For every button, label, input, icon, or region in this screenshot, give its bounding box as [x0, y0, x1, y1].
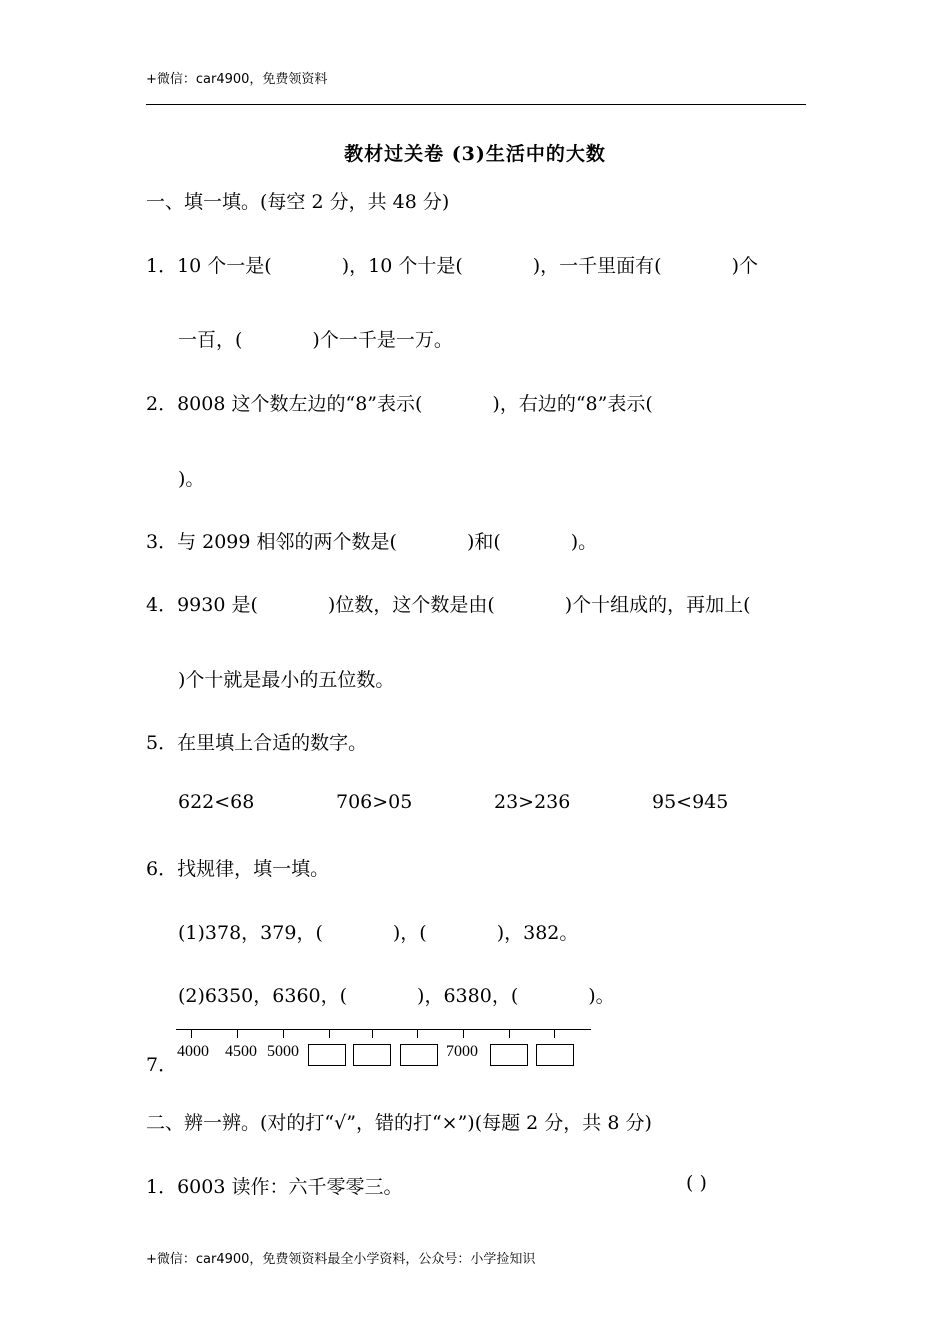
- number-line-label: 4000: [177, 1043, 209, 1060]
- q5-item: 706>05: [336, 791, 413, 813]
- number-line-label: 4500: [225, 1043, 257, 1060]
- number-line-tick: [329, 1029, 330, 1038]
- q5-item: 23>236: [494, 791, 571, 813]
- number-line-tick: [191, 1029, 192, 1038]
- answer-box[interactable]: [353, 1044, 391, 1066]
- number-line-tick: [463, 1029, 464, 1038]
- q5-item: 95<945: [652, 791, 729, 813]
- number-line-tick: [554, 1029, 555, 1038]
- s2-q1-text: 1．6003 读作：六千零零三。: [146, 1176, 403, 1198]
- page-title: 教材过关卷 (3)生活中的大数: [344, 143, 606, 165]
- q5-item: 622<68: [178, 791, 255, 813]
- q6-sub1: (1)378，379，( )，( )，382。: [178, 922, 579, 944]
- q1-line2: 一百，( )个一千是一万。: [178, 329, 453, 351]
- number-line-tick: [237, 1029, 238, 1038]
- q3-line: 3．与 2099 相邻的两个数是( )和( )。: [146, 531, 598, 553]
- answer-box[interactable]: [490, 1044, 528, 1066]
- q4-line2: )个十就是最小的五位数。: [178, 669, 395, 691]
- number-line-tick: [283, 1029, 284, 1038]
- answer-box[interactable]: [400, 1044, 438, 1066]
- header-note: +微信：car4900，免费领资料: [146, 72, 328, 87]
- s2-q1-answer-bracket[interactable]: ( ): [686, 1172, 707, 1194]
- header-divider: [146, 104, 806, 105]
- number-line-label: 7000: [446, 1043, 478, 1060]
- q4-line1: 4．9930 是( )位数，这个数是由( )个十组成的，再加上(: [146, 594, 751, 616]
- q7-number: 7．: [146, 1054, 178, 1076]
- q1-line1: 1．10 个一是( )，10 个十是( )，一千里面有( )个: [146, 255, 759, 277]
- q6-text: 6．找规律，填一填。: [146, 858, 330, 880]
- number-line: [176, 1026, 596, 1072]
- q5-text: 5．在里填上合适的数字。: [146, 732, 368, 754]
- number-line-tick: [417, 1029, 418, 1038]
- number-line-tick: [372, 1029, 373, 1038]
- q6-sub2: (2)6350，6360，( )，6380，( )。: [178, 985, 615, 1007]
- footer-note: +微信：car4900，免费领资料最全小学资料，公众号：小学捡知识: [146, 1252, 536, 1267]
- q2-line1: 2．8008 这个数左边的“8”表示( )，右边的“8”表示(: [146, 393, 653, 415]
- section2-heading: 二、辨一辨。(对的打“√”，错的打“×”)(每题 2 分，共 8 分): [146, 1112, 652, 1134]
- q2-line2: )。: [178, 468, 205, 490]
- number-line-tick: [509, 1029, 510, 1038]
- answer-box[interactable]: [536, 1044, 574, 1066]
- number-line-label: 5000: [267, 1043, 299, 1060]
- answer-box[interactable]: [308, 1044, 346, 1066]
- section1-heading: 一、填一填。(每空 2 分，共 48 分): [146, 191, 450, 213]
- number-line-axis: [176, 1029, 591, 1030]
